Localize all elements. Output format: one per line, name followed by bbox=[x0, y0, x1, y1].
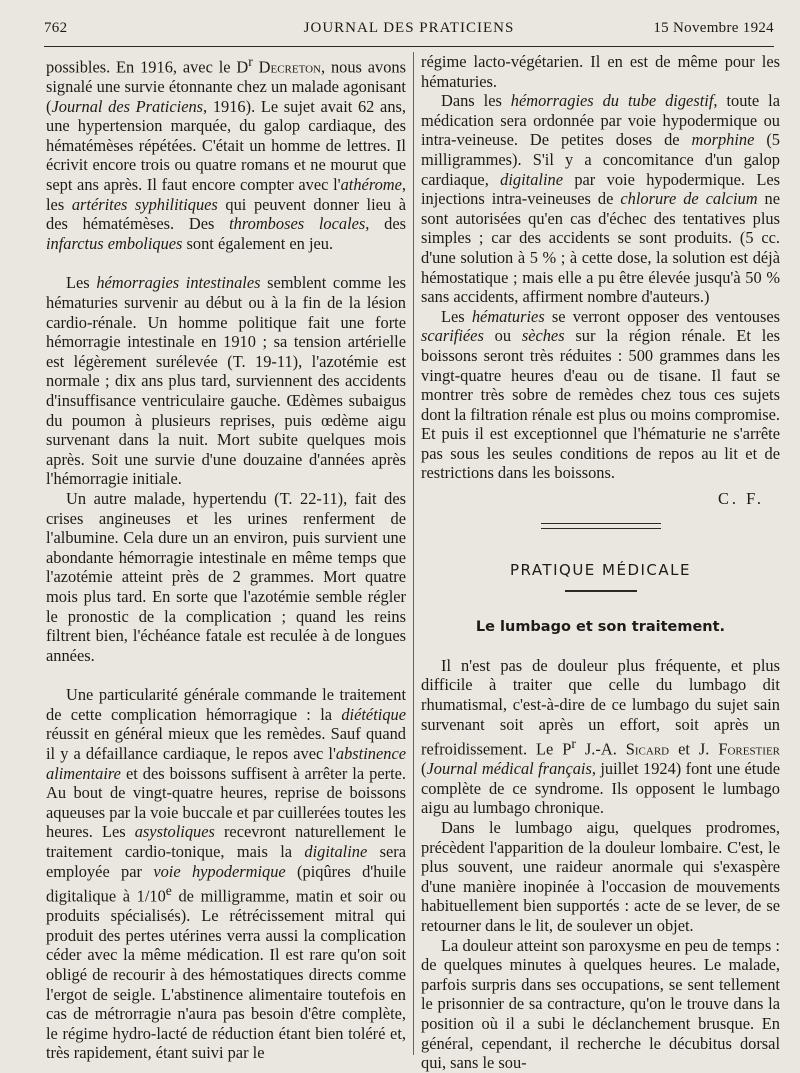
right-column bbox=[421, 52, 780, 1073]
paragraph: possibles. En 1916, avec le $D^r$ Decreton, nous avons signalé une survie étonnante chez un malade agonisant (Journal des Praticiens, 1916). Le sujet avait 62 ans, une hypertension marquée, du galop cardiaque, des hématémèses répétées. C'était un homme de lettres. Il écrivit encore trois ou quatre romans et ne mourut que sept ans après. Il faut encore compter avec l'athérome, les artérites syphilitiques qui peuvent donner lieu à des hématémèses. Des thromboses locales, des infarctus emboliques sont également en jeu. bbox=[46, 54, 407, 253]
paragraph: Dans les hémorragies du tube digestif, toute la médication sera ordonnée par voie hypodermique ou intra-veineuse. De petites doses de morphine (5 milligrammes). S'il y a concomitance d'un galop cardiaque, digitaline par voie hypodermique. Les injections intra-veineuses de chlorure de calcium ne sont autorisées qu'en cas d'échec des tentatives plus simples ; car des accidents se sont produits. (5 cc. d'une solution à 5 % ; à cette dose, la solution est déjà hémostatique ; mais elle a pu être élevée jusqu'à 50 % sans accidents, affirment nombre d'auteurs.) bbox=[421, 91, 781, 307]
paragraph: Dans le lumbago aigu, quelques prodromes, précèdent l'apparition de la douleur lombaire. C'est, le plus souvent, une raideur anormale qui s'exaspère d'une manière inopinée à l'occasion de mouvements habituellement bien supportés : acte de se lever, de se retourner dans le lit, de soulever un objet. bbox=[421, 818, 780, 936]
paragraph: Une particularité générale commande le traitement de cette complication hémorragique : la diététique réussit en général mieux que les remèdes. Sauf quand il y a défaillance cardiaque, le repos avec l'abstinence alimentaire et des boissons suffisent à arrêter la perte. Au bout de vingt-quatre heures, reprise de boissons aqueuses par la voie buccale et par cuillerées toutes les heures. Les asystoliques recevront naturellement le traitement cardio-tonique, mais la digitaline sera employée par voie hypodermique (piqûres d'huile digitalique à 1/10e de milligramme, matin et soir ou produits spécialisés). Le rétrécissement mitral qui produit des pertes utérines verra aussi la complication céder avec la même médication. Il est rare qu'on soit obligé de recourir à des hémostatiques directs comme l'ergot de seigle. L'abstinence alimentaire toutefois en cas de métrorragie n'aura pas besoin d'être complète, le régime hydro-lacté de réduction étant bien toléré et, très rapidement, étant suivi par le bbox=[46, 685, 407, 1063]
paragraph: Il n'est pas de douleur plus fréquente, et plus difficile à traiter que celle du lumbago dit rhumatismal, c'est-à-dire de ce lumbago du sujet sain survenant soit après un effort, soit après un refroidissement. Le $P^r$ J.-A. Sicard et J. Forestier (Journal médical français, juillet 1924) font une étude complète de ce syndrome. Ils opposent le lumbago aigu au lumbago chronique. bbox=[421, 655, 780, 818]
left-column bbox=[46, 52, 406, 1063]
section-heading: PRATIQUE MÉDICALE bbox=[509, 560, 692, 579]
paragraph: Un autre malade, hypertendu (T. 22-11), fait des crises angineuses et les urines renferment de l'albumine. Cela dure un an environ, puis survient une abondante hémorragie intestinale en même temps que l'azotémie atteint près de 2 grammes. Mort quatre mois plus tard. En sorte que l'azotémie semble régler le pronostic de la complication ; quand les reins filtrent bien, l'échéance fatale est reculée à de longues années. bbox=[46, 488, 406, 665]
page-header bbox=[44, 20, 774, 44]
journal-title: JOURNAL DES PRATICIENS bbox=[303, 20, 515, 36]
header-rule bbox=[44, 46, 774, 47]
section-separator bbox=[541, 523, 661, 529]
paragraph: La douleur atteint son paroxysme en peu de temps : de quelques minutes à quelques heures. Le malade, parfois surpris dans ses occupations, se sent tellement le prisonnier de sa contracture, qu'on le trouve dans la position où il a subi le déclanchement brusque. En général, cependant, il recherche le décubitus dorsal qui, sans le sou- bbox=[421, 935, 780, 1073]
article-title: Le lumbago et son traitement. bbox=[475, 619, 726, 636]
column-divider bbox=[413, 52, 414, 1055]
heading-underline bbox=[565, 590, 637, 592]
author-signature: C. F. bbox=[717, 489, 764, 509]
page-number: 762 bbox=[44, 20, 68, 36]
paragraph: Les hémorragies intestinales semblent comme les hématuries survenir au début ou à la fin de la lésion cardio-rénale. Un homme politique fait une forte hémorragie intestinale en 1910 ; sa tension artérielle est légèrement surélevée (T. 19-11), l'azotémie est normale ; dix ans plus tard, surviennent des accidents d'insuffisance ventriculaire gauche. Œdèmes subaigus du poumon à plusieurs reprises, puis œdème aigu survenant dans la nuit. Mort subite quelques mois après. Soit une survie d'une douzaine d'années après l'hémorragie initiale. bbox=[46, 273, 407, 489]
paragraph: Les hématuries se verront opposer des ventouses scarifiées ou sèches sur la région rénale. Et les boissons seront très réduites : 500 grammes dans les vingt-quatre heures d'eau ou de tisane. Il faut se montrer très sobre de remèdes chez tous ces sujets dont la filtration rénale est plus ou moins compromise. Et puis il est exceptionnel que l'hématurie ne s'arrête pas sous les seules conditions de repos au lit et de restrictions dans les boissons. bbox=[421, 306, 781, 483]
paragraph: régime lacto-végétarien. Il en est de même pour les hématuries. bbox=[421, 52, 780, 91]
issue-date: 15 Novembre 1924 bbox=[653, 20, 774, 36]
